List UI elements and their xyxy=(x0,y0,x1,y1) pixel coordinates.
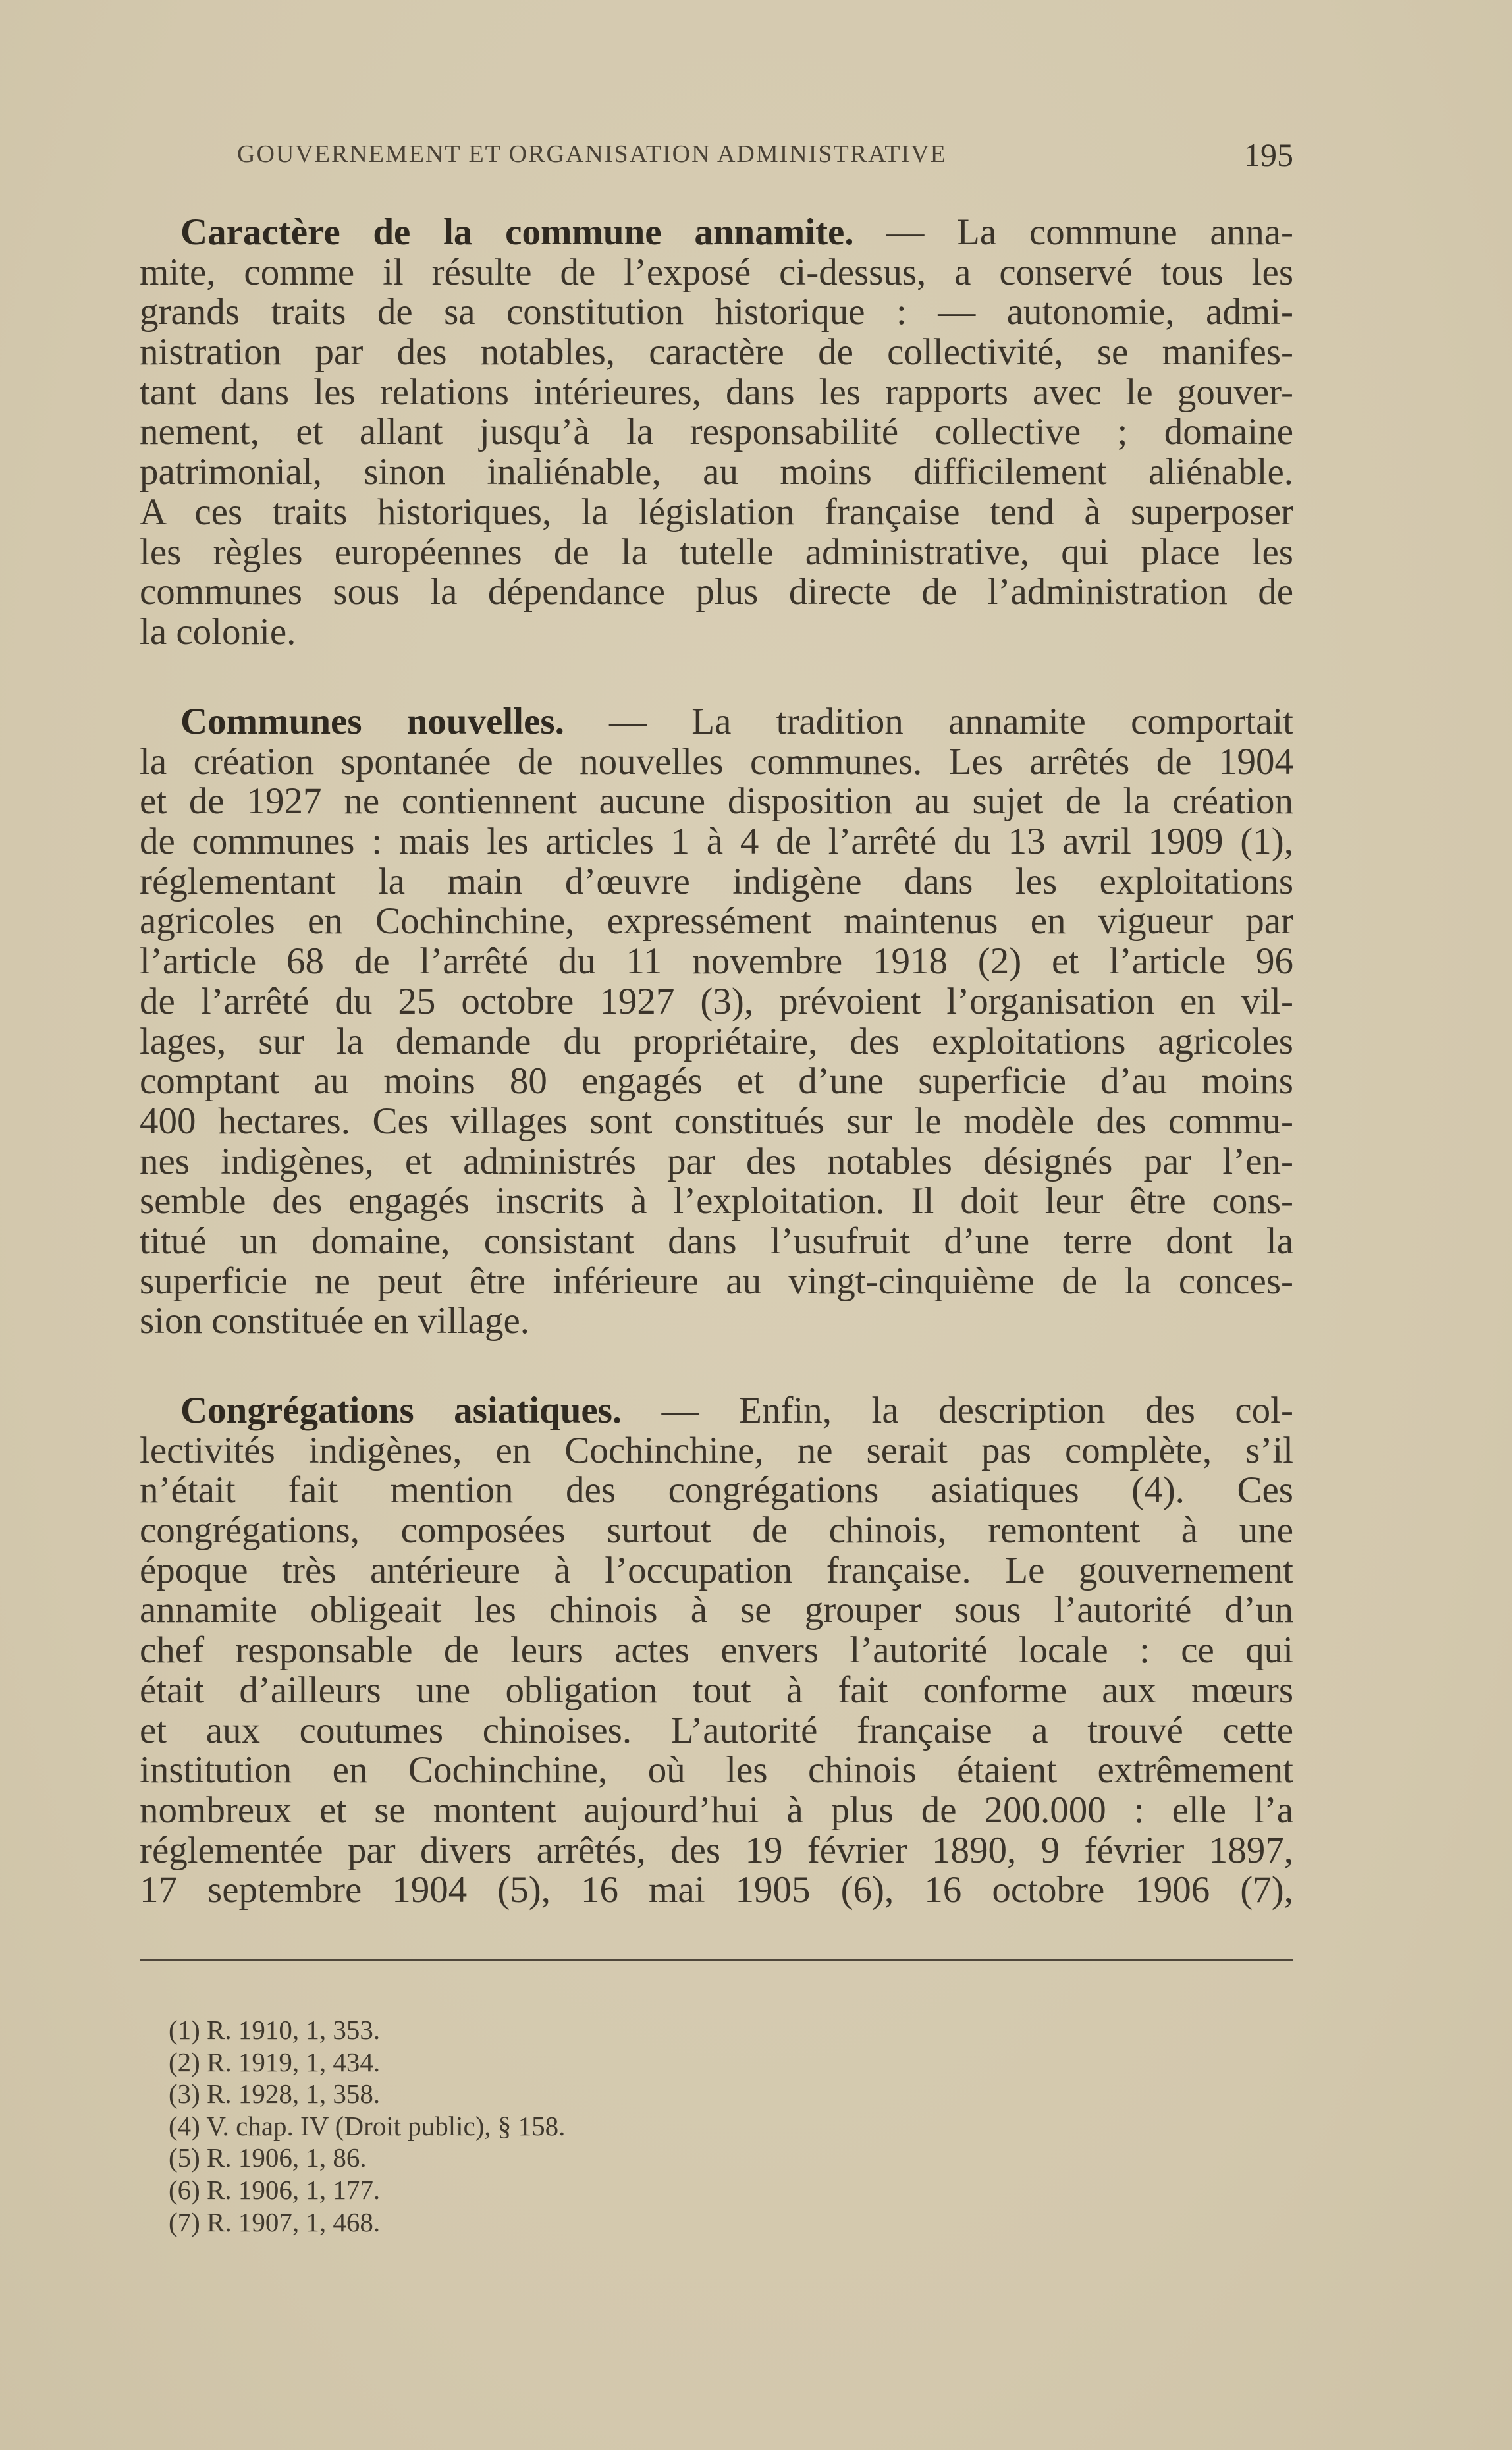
text-line: nistration par des notables, caractère de collectivité, se manifes- xyxy=(140,331,1293,373)
text-line: lages, sur la demande du propriétaire, des exploitations agricoles xyxy=(140,1020,1293,1062)
section-heading: Congrégations asiatiques. xyxy=(180,1391,622,1431)
text-line: était d’ailleurs une obligation tout à fait conforme aux mœurs xyxy=(140,1669,1293,1711)
footnote: (1) R. 1910, 1, 353. xyxy=(169,2015,381,2045)
text-line: 400 hectares. Ces villages sont constitués sur le modèle des commu- xyxy=(140,1100,1293,1142)
section-heading: Caractère de la commune annamite. xyxy=(180,213,854,253)
text-line: nes indigènes, et administrés par des notables désignés par l’en- xyxy=(140,1140,1293,1182)
text-line: réglementant la main d’œuvre indigène dans les exploitations xyxy=(140,860,1293,902)
line-text: — La tradition annamite comportait xyxy=(564,702,1293,742)
footnotes xyxy=(169,2014,565,2238)
text-line: communes sous la dépendance plus directe de l’administration de xyxy=(140,571,1293,613)
footnote-rule xyxy=(140,1959,1293,1961)
text-line: et de 1927 ne contiennent aucune disposition au sujet de la création xyxy=(140,780,1293,823)
paragraph-communes-nouvelles xyxy=(140,702,1293,1342)
text-line xyxy=(140,1391,1293,1431)
text-line: congrégations, composées surtout de chinois, remontent à une xyxy=(140,1510,1293,1552)
text-line: A ces traits historiques, la législation française tend à superposer xyxy=(140,491,1293,533)
text-line: sion constituée en village. xyxy=(140,1300,530,1342)
text-line: les règles européennes de la tutelle administrative, qui place les xyxy=(140,531,1293,573)
text-line: de l’arrêté du 25 octobre 1927 (3), prévoient l’organisation en vil- xyxy=(140,980,1293,1022)
text-line: semble des engagés inscrits à l’exploitation. Il doit leur être cons- xyxy=(140,1180,1293,1222)
text-line: et aux coutumes chinoises. L’autorité française a trouvé cette xyxy=(140,1709,1293,1751)
paragraph-caractere-commune xyxy=(140,213,1293,653)
text-line: époque très antérieure à l’occupation française. Le gouvernement xyxy=(140,1549,1293,1591)
text-line: la création spontanée de nouvelles communes. Les arrêtés de 1904 xyxy=(140,740,1293,782)
text-line: réglementée par divers arrêtés, des 19 février 1890, 9 février 1897, xyxy=(140,1829,1293,1871)
section-heading: Communes nouvelles. xyxy=(180,702,564,742)
line-text: — Enfin, la description des col- xyxy=(622,1391,1293,1431)
text-line: nement, et allant jusqu’à la responsabilité collective ; domaine xyxy=(140,411,1293,453)
text-line: chef responsable de leurs actes envers l’autorité locale : ce qui xyxy=(140,1629,1293,1672)
footnote: (5) R. 1906, 1, 86. xyxy=(169,2142,367,2173)
footnote: (3) R. 1928, 1, 358. xyxy=(169,2079,381,2110)
text-line: grands traits de sa constitution historique : — autonomie, admi- xyxy=(140,291,1293,333)
line-text: — La commune anna- xyxy=(853,213,1293,253)
text-line: de communes : mais les articles 1 à 4 de l’arrêté du 13 avril 1909 (1), xyxy=(140,821,1293,863)
text-line: nombreux et se montent aujourd’hui à plus de 200.000 : elle l’a xyxy=(140,1789,1293,1831)
running-head: GOUVERNEMENT ET ORGANISATION ADMINISTRATIVE xyxy=(237,140,947,168)
text-line: superficie ne peut être inférieure au vingt-cinquième de la conces- xyxy=(140,1260,1293,1302)
text-line: comptant au moins 80 engagés et d’une superficie d’au moins xyxy=(140,1060,1293,1102)
text-line: annamite obligeait les chinois à se grouper sous l’autorité d’un xyxy=(140,1589,1293,1631)
footnote: (6) R. 1906, 1, 177. xyxy=(169,2174,381,2205)
text-line: mite, comme il résulte de l’exposé ci-dessus, a conservé tous les xyxy=(140,251,1293,293)
text-line: l’article 68 de l’arrêté du 11 novembre 1918 (2) et l’article 96 xyxy=(140,940,1293,983)
text-line: la colonie. xyxy=(140,611,296,653)
text-line xyxy=(140,213,1293,253)
text-line: patrimonial, sinon inaliénable, au moins difficilement aliénable. xyxy=(140,451,1293,493)
paragraph-congregations-asiatiques xyxy=(140,1391,1293,1911)
footnote: (7) R. 1907, 1, 468. xyxy=(169,2206,381,2237)
text-line: lectivités indigènes, en Cochinchine, ne serait pas complète, s’il xyxy=(140,1429,1293,1471)
text-line: titué un domaine, consistant dans l’usufruit d’une terre dont la xyxy=(140,1220,1293,1262)
text-line: agricoles en Cochinchine, expressément maintenus en vigueur par xyxy=(140,900,1293,942)
text-line xyxy=(140,702,1293,742)
text-line: 17 septembre 1904 (5), 16 mai 1905 (6), 16 octobre 1906 (7), xyxy=(140,1869,1293,1911)
page-number: 195 xyxy=(1244,136,1293,173)
footnote: (4) V. chap. IV (Droit public), § 158. xyxy=(169,2110,566,2141)
text-line: n’était fait mention des congrégations asiatiques (4). Ces xyxy=(140,1469,1293,1511)
text-line: institution en Cochinchine, où les chinois étaient extrêmement xyxy=(140,1749,1293,1791)
footnote: (2) R. 1919, 1, 434. xyxy=(169,2046,381,2077)
text-line: tant dans les relations intérieures, dans les rapports avec le gouver- xyxy=(140,371,1293,413)
